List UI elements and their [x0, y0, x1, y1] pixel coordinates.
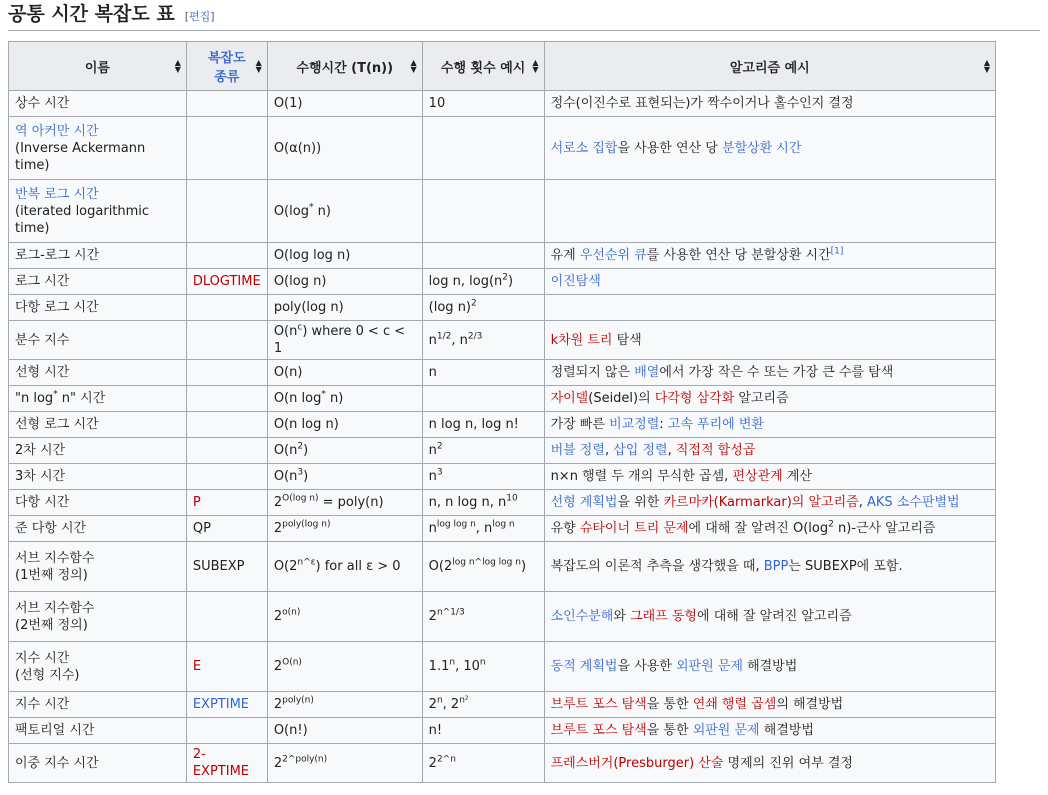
table-row — [9, 321, 996, 360]
table-row — [9, 744, 996, 783]
table-row — [9, 180, 996, 243]
algo-link[interactable]: 서로소 집합 — [550, 140, 618, 156]
row-count: n, n log n, $n^{10}$ — [422, 490, 544, 516]
row-name: 2차 시간 — [9, 438, 187, 464]
row-count: $2^{2\^{}n}$ — [422, 744, 544, 783]
row-name: 상수 시간 — [9, 91, 187, 117]
algo-link[interactable]: 그래프 동형 — [630, 609, 697, 624]
row-time: O(n) — [267, 360, 422, 386]
row-algo: 동적 계획법을 사용한 외판원 문제 해결방법 — [544, 642, 995, 692]
row-name: 서브 지수함수 (2번째 정의) — [9, 592, 187, 642]
row-time: $O(2^{n\^{}\varepsilon})$ for all ε > 0 — [267, 542, 422, 592]
column-header-name[interactable]: 이름 ▲ ▼ — [9, 42, 187, 91]
algo-link[interactable]: 연쇄 행렬 곱셈 — [692, 697, 777, 712]
algo-link[interactable]: 배열 — [634, 365, 660, 380]
algo-link[interactable]: 고속 푸리에 변환 — [667, 417, 764, 432]
row-class[interactable]: EXPTIME — [186, 692, 267, 718]
row-name: 서브 지수함수 (1번째 정의) — [9, 542, 187, 592]
table-row — [9, 692, 996, 718]
table-row — [9, 91, 996, 117]
row-algo: 유향 슈타이너 트리 문제에 대해 잘 알려진 $O(\log^2$ n)-근사 알고리즘 — [544, 516, 995, 542]
row-time: $2^{o(n)}$ — [267, 592, 422, 642]
table-row — [9, 243, 996, 269]
row-name: 준 다항 시간 — [9, 516, 187, 542]
row-name: 선형 로그 시간 — [9, 412, 187, 438]
row-class — [186, 464, 267, 490]
row-time: $2^{O(n)}$ — [267, 642, 422, 692]
row-class — [186, 386, 267, 412]
sort-icon[interactable]: ▲ ▼ — [174, 58, 181, 74]
algo-link[interactable]: 우선순위 큐 — [579, 248, 647, 263]
row-algo: 소인수분해와 그래프 동형에 대해 잘 알려진 알고리즘 — [544, 592, 995, 642]
row-time: O(n!) — [267, 718, 422, 744]
row-count: $2^{n\^{}1/3}$ — [422, 592, 544, 642]
row-time: O(log* n) — [267, 180, 422, 243]
row-count: 2$^n$, $2^{n^2}$ — [422, 692, 544, 718]
algo-link[interactable]: 브루트 포스 탐색 — [550, 697, 647, 712]
row-count: n — [422, 360, 544, 386]
section-heading — [8, 0, 1040, 31]
row-algo: 선형 계획법을 위한 카르마카(Karmarkar)의 알고리즘, AKS 소수판별법 — [544, 490, 995, 516]
row-algo — [544, 295, 995, 321]
algo-link[interactable]: 프레스버거(Presburger) 산술 — [550, 755, 724, 771]
row-count — [422, 386, 544, 412]
row-algo: 정수(이진수로 표현되는)가 짝수이거나 홀수인지 결정 — [544, 91, 995, 117]
row-algo: 정렬되지 않은 배열에서 가장 작은 수 또는 가장 큰 수를 탐색 — [544, 360, 995, 386]
algo-link[interactable]: 브루트 포스 탐색 — [550, 723, 647, 738]
row-time: $O(n^2)$ — [267, 438, 422, 464]
row-algo[interactable]: 이진탐색 — [544, 269, 995, 295]
row-time: O(n log* n) — [267, 386, 422, 412]
row-time: O(log n) — [267, 269, 422, 295]
row-count: n! — [422, 718, 544, 744]
row-name: 3차 시간 — [9, 464, 187, 490]
row-count: n log n, log n! — [422, 412, 544, 438]
row-count: 1.1$^n$, 10$^n$ — [422, 642, 544, 692]
row-count: $n^3$ — [422, 464, 544, 490]
algo-link[interactable]: 비교정렬 — [609, 417, 660, 432]
table-row — [9, 386, 996, 412]
table-row — [9, 718, 996, 744]
row-class: QP — [186, 516, 267, 542]
edit-link-wrapper: [편집] — [184, 10, 215, 23]
algo-link[interactable]: 삽입 정렬 — [613, 443, 668, 458]
row-time: $2^{O(log n)}$ = poly(n) — [267, 490, 422, 516]
algo-link[interactable]: 자이델 — [550, 391, 589, 406]
row-time: $O(n^3)$ — [267, 464, 422, 490]
row-count: log n, $\log(n^2)$ — [422, 269, 544, 295]
algo-link[interactable]: 외판원 문제 — [676, 659, 743, 674]
row-name: 역 아커만 시간 (Inverse Ackermann time) — [9, 117, 187, 180]
row-class — [186, 295, 267, 321]
row-name: 로그-로그 시간 — [9, 243, 187, 269]
row-class — [186, 243, 267, 269]
complexity-table — [8, 41, 996, 783]
algo-link[interactable]: 편상관계 — [732, 469, 783, 484]
table-row — [9, 117, 996, 180]
row-name: 이중 지수 시간 — [9, 744, 187, 783]
row-name: 다항 시간 — [9, 490, 187, 516]
row-algo: 브루트 포스 탐색을 통한 연쇄 행렬 곱셈의 해결방법 — [544, 692, 995, 718]
row-class — [186, 412, 267, 438]
table-row — [9, 542, 996, 592]
algo-link[interactable]: 다각형 삼각화 — [654, 391, 735, 406]
row-time: $O(n^c)$ where 0 < c < 1 — [267, 321, 422, 360]
column-header-counts[interactable]: 수행 횟수 예시 ▲ ▼ — [422, 42, 544, 91]
row-count: $O(2^{log n\^{}log log n})$ — [422, 542, 544, 592]
row-algo — [544, 180, 995, 243]
table-row — [9, 295, 996, 321]
row-name: 분수 지수 — [9, 321, 187, 360]
algo-link[interactable]: 소인수분해 — [550, 609, 614, 624]
row-time: O(α(n)) — [267, 117, 422, 180]
table-row — [9, 592, 996, 642]
row-time: $2^{2\^{}poly(n)}$ — [267, 744, 422, 783]
row-name: 지수 시간 (선형 지수) — [9, 642, 187, 692]
algo-link[interactable]: 선형 계획법 — [550, 495, 618, 510]
row-class — [186, 180, 267, 243]
table-row — [9, 516, 996, 542]
section-title: 공통 시간 복잡도 표 — [8, 3, 175, 25]
row-time: O(log log n) — [267, 243, 422, 269]
row-algo: 브루트 포스 탐색을 통한 외판원 문제 해결방법 — [544, 718, 995, 744]
algo-link[interactable]: 카르마카(Karmarkar)의 알고리즘 — [663, 495, 859, 510]
row-class — [186, 718, 267, 744]
row-class[interactable]: P — [186, 490, 267, 516]
row-class[interactable]: E — [186, 642, 267, 692]
row-algo: 복잡도의 이론적 추측을 생각했을 때, BPP는 SUBEXP에 포함. — [544, 542, 995, 592]
row-algo: n×n 행렬 두 개의 무식한 곱셈, 편상관계 계산 — [544, 464, 995, 490]
row-name: 반복 로그 시간 (iterated logarithmic time) — [9, 180, 187, 243]
algo-link[interactable]: 버블 정렬 — [550, 443, 605, 458]
sort-icon[interactable]: ▲ ▼ — [532, 58, 539, 74]
name-link[interactable]: 반복 로그 시간 — [15, 186, 99, 202]
row-class — [186, 117, 267, 180]
table-row — [9, 464, 996, 490]
row-count — [422, 117, 544, 180]
table-row — [9, 360, 996, 386]
row-class: SUBEXP — [186, 542, 267, 592]
algo-link[interactable]: AKS 소수판별법 — [866, 495, 960, 510]
row-count: $n^{log log n}$, $n^{log n}$ — [422, 516, 544, 542]
row-count: 10 — [422, 91, 544, 117]
row-time: O(n log n) — [267, 412, 422, 438]
row-class[interactable]: DLOGTIME — [186, 269, 267, 295]
table-row — [9, 490, 996, 516]
sort-icon[interactable]: ▲ ▼ — [255, 58, 262, 74]
algo-link[interactable]: 동적 계획법 — [550, 659, 618, 674]
algo-link[interactable]: 슈타이너 트리 문제 — [579, 521, 689, 536]
edit-link[interactable]: 편집 — [188, 10, 211, 23]
row-time: $2^{poly(log n)}$ — [267, 516, 422, 542]
row-class — [186, 91, 267, 117]
table-row — [9, 269, 996, 295]
algo-link[interactable]: 직접적 합성곱 — [675, 443, 756, 458]
row-count — [422, 243, 544, 269]
column-header-algorithms[interactable]: 알고리즘 예시 ▲ ▼ — [544, 42, 995, 91]
row-class — [186, 592, 267, 642]
row-count: (log n)$^2$ — [422, 295, 544, 321]
row-name: 지수 시간 — [9, 692, 187, 718]
citation-link[interactable]: [1] — [830, 246, 844, 257]
row-algo: 가장 빠른 비교정렬: 고속 푸리에 변환 — [544, 412, 995, 438]
row-class — [186, 438, 267, 464]
row-name: "n log* n" 시간 — [9, 386, 187, 412]
sort-icon[interactable]: ▲ ▼ — [410, 58, 417, 74]
algo-link[interactable]: 분할상환 시간 — [721, 140, 802, 156]
row-name: 선형 시간 — [9, 360, 187, 386]
table-row — [9, 642, 996, 692]
row-count — [422, 180, 544, 243]
table-row — [9, 438, 996, 464]
name-link[interactable]: 역 아커만 시간 — [15, 123, 99, 139]
column-header-class[interactable]: 복잡도 종류 ▲ ▼ — [186, 42, 267, 91]
row-name: 로그 시간 — [9, 269, 187, 295]
algo-link[interactable]: 외판원 문제 — [692, 723, 760, 738]
row-time: $2^{poly(n)}$ — [267, 692, 422, 718]
row-algo: k차원 트리 탐색 — [544, 321, 995, 360]
row-class — [186, 360, 267, 386]
row-algo: 서로소 집합을 사용한 연산 당 분할상환 시간 — [544, 117, 995, 180]
sort-icon[interactable]: ▲ ▼ — [983, 58, 990, 74]
row-name: 다항 로그 시간 — [9, 295, 187, 321]
table-row — [9, 412, 996, 438]
row-algo: 자이델(Seidel)의 다각형 삼각화 알고리즘 — [544, 386, 995, 412]
row-time: O(1) — [267, 91, 422, 117]
row-count: $n^2$ — [422, 438, 544, 464]
row-count: $n^{1/2}$, $n^{2/3}$ — [422, 321, 544, 360]
row-time: poly(log n) — [267, 295, 422, 321]
column-header-time[interactable]: 수행시간 (T(n)) ▲ ▼ — [267, 42, 422, 91]
algo-link[interactable]: k차원 트리 — [550, 332, 613, 348]
algo-link[interactable]: BPP — [763, 559, 789, 574]
row-class[interactable]: 2-EXPTIME — [186, 744, 267, 783]
row-name: 팩토리얼 시간 — [9, 718, 187, 744]
row-class — [186, 321, 267, 360]
row-algo: 버블 정렬, 삽입 정렬, 직접적 합성곱 — [544, 438, 995, 464]
row-algo: 유계 우선순위 큐를 사용한 연산 당 분할상환 시간[1] — [544, 243, 995, 269]
row-algo: 프레스버거(Presburger) 산술 명제의 진위 여부 결정 — [544, 744, 995, 783]
